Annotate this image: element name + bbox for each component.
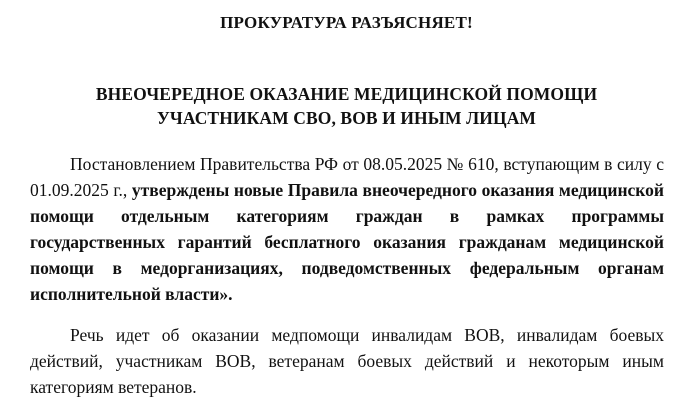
prosecutor-office-heading: ПРОКУРАТУРА РАЗЪЯСНЯЕТ! [220, 13, 473, 32]
paragraph-resolution [30, 151, 664, 307]
paragraph-recipients [30, 322, 664, 400]
document-title-line-1: ВНЕОЧЕРЕДНОЕ ОКАЗАНИЕ МЕДИЦИНСКОЙ ПОМОЩИ [95, 84, 598, 104]
paragraph-resolution-bold-text: утверждены новые Правила внеочередного оказания медицинской помощи отдельным категориям граждан в рамках программы государственных гарантий бесплатного оказания гражданам медицинской помощи в медорганизациях, подведомственных федеральным органам исполнительной власти». [30, 180, 664, 304]
document-title-line-2: УЧАСТНИКАМ СВО, ВОВ И ИНЫМ ЛИЦАМ [156, 108, 537, 128]
paragraph-resolution-regular-text: Постановлением Правительства РФ от 08.05.2025 № 610, вступающим в силу с 01.09.2025 г., [30, 154, 664, 200]
paragraph-recipients-text: Речь идет об оказании медпомощи инвалидам ВОВ, инвалидам боевых действий, участникам ВОВ, ветеранам боевых действий и некоторым иным категориям ветеранов. [30, 325, 664, 397]
